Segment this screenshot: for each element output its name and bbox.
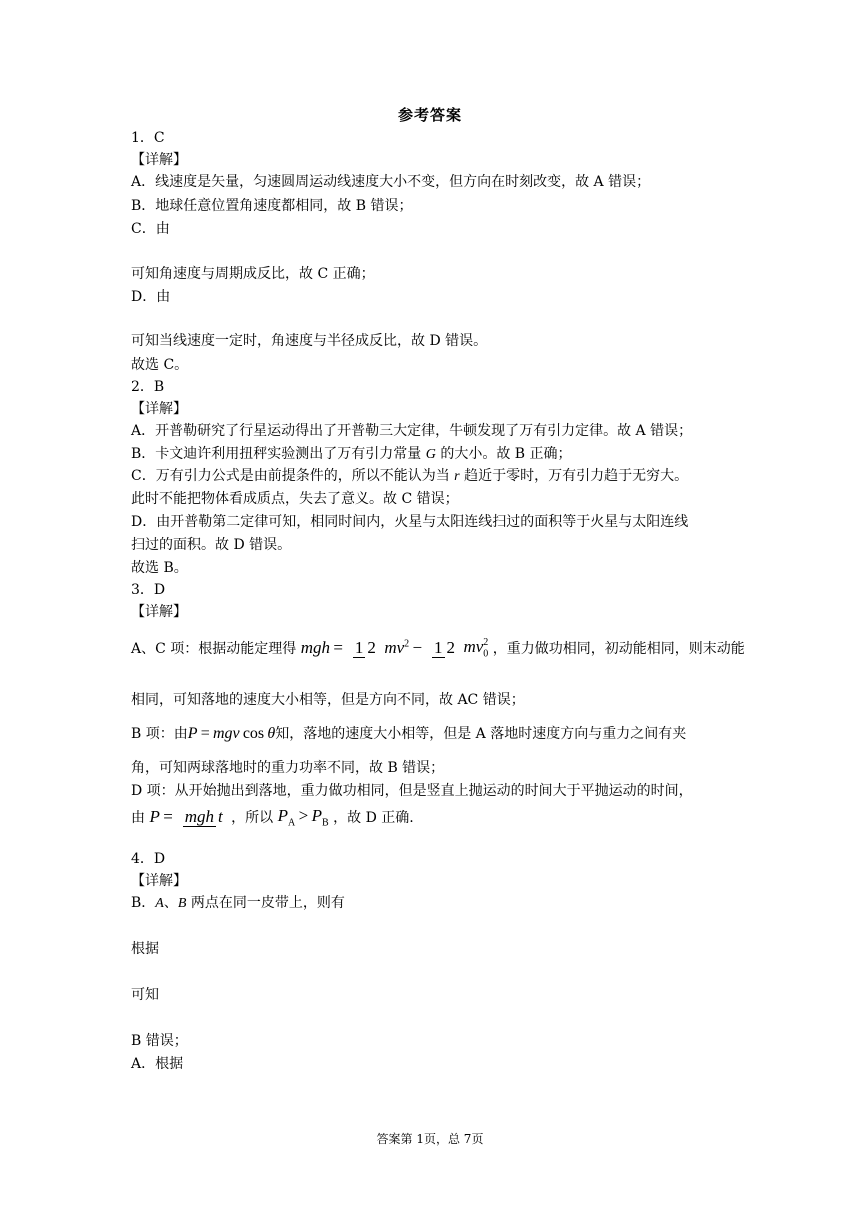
q3-option-ac-line1: A、C 项：根据动能定理得 mgh = 1 2 $mv^2 - 1$ 2 $mv_0^2$ ，重力做功相同，初动能相同，则末动能: [131, 637, 745, 660]
fraction-half-2: 1 2: [434, 638, 456, 658]
q3-b-suffix: 知，落地的速度大小相等，但是 A 落地时速度方向与重力之间有夹: [275, 726, 687, 742]
q4-according-to: 根据: [131, 941, 159, 957]
q2-b-text-1: B．卡文迪许利用扭秤实验测出了万有引力常量: [131, 446, 426, 462]
q3-detail-heading: 【详解】: [131, 604, 187, 620]
power-comparison: $P_A > P_B$: [277, 806, 329, 829]
q4-point-a: A: [155, 896, 164, 911]
q1-number: 1．C: [131, 130, 165, 146]
q3-option-ac-line2: 相同，可知落地的速度大小相等，但是方向不同，故 AC 错误；: [131, 692, 525, 708]
q2-option-c: [131, 466, 688, 487]
q1-option-b: B．地球任意位置角速度都相同，故 B 错误；: [131, 198, 413, 214]
q2-answer: 故选 B。: [131, 560, 188, 576]
q2-option-d-line2: 扫过的面积。故 D 错误。: [131, 537, 292, 553]
q1-option-c-start: C．由: [131, 221, 170, 237]
q2-number: 2．B: [131, 379, 165, 395]
q3-option-b-line2: 角，可知两球落地时的重力功率不同，故 B 错误；: [131, 760, 445, 776]
q2-option-d-line1: D．由开普勒第二定律可知，相同时间内，火星与太阳连线扫过的面积等于火星与太阳连线: [131, 514, 689, 530]
kinetic-energy-theorem-formula: mgh =: [300, 638, 347, 658]
q4-point-b: B: [177, 896, 187, 911]
q3-ac-prefix: A、C 项：根据动能定理得: [131, 641, 297, 658]
q4-option-a-start: A．根据: [131, 1056, 184, 1072]
q3-d-middle: ，所以: [231, 810, 274, 827]
q4-option-b-line1: [131, 893, 345, 914]
q2-option-a: A．开普勒研究了行星运动得出了开普勒三大定律，牛顿发现了万有引力定律。故 A 错误；: [131, 423, 693, 439]
q3-option-d-line1: D 项：从开始抛出到落地，重力做功相同，但是竖直上抛运动的时间大于平抛运动的时间，: [131, 783, 693, 799]
q1-option-d-end: 可知当线速度一定时，角速度与半径成反比，故 D 错误。: [131, 333, 488, 349]
q4-b-prefix: B．: [131, 895, 156, 911]
q2-c-text-2: 趋近于零时，万有引力趋于无穷大。: [459, 468, 689, 484]
page-title: 参考答案: [397, 106, 462, 124]
q2-option-c-line2: 此时不能把物体看成质点，失去了意义。故 C 错误；: [131, 491, 459, 507]
q1-option-c-end: 可知角速度与周期成反比，故 C 正确；: [131, 266, 375, 282]
power-formula: P = mgv cos θ: [187, 725, 276, 742]
q4-b-wrong: B 错误；: [131, 1033, 188, 1049]
q4-it-follows: 可知: [131, 987, 159, 1003]
q1-option-d-start: D．由: [131, 289, 171, 305]
q2-b-var: G: [425, 447, 436, 462]
q1-answer: 故选 C。: [131, 357, 189, 373]
q4-detail-heading: 【详解】: [131, 873, 187, 889]
q3-d-prefix: 由: [131, 810, 145, 827]
q3-option-b-line1: [131, 724, 686, 744]
q3-option-d-line2: 由 P = mgh t ，所以 $P_A > P_B$ ，故 D 正确.: [131, 806, 414, 829]
q4-separator: 、: [163, 895, 178, 911]
fraction-half-1: 1 2: [354, 638, 376, 658]
q4-b-suffix: 两点在同一皮带上，则有: [186, 895, 345, 911]
q2-detail-heading: 【详解】: [131, 401, 187, 417]
q3-d-suffix: ，故 D 正确.: [333, 810, 414, 827]
q3-ac-suffix: ，重力做功相同，初动能相同，则末动能: [492, 641, 745, 658]
q4-number: 4．D: [131, 851, 166, 867]
q1-option-a: A．线速度是矢量，匀速圆周运动线速度大小不变，但方向在时刻改变，故 A 错误；: [131, 174, 651, 190]
fraction-mgh-over-t: mgh t: [184, 807, 223, 827]
q1-detail-heading: 【详解】: [131, 152, 187, 168]
q3-number: 3．D: [131, 582, 166, 598]
q2-option-b: [131, 444, 572, 465]
q2-c-var: r: [454, 469, 460, 484]
q2-c-text-1: C．万有引力公式是由前提条件的，所以不能认为当: [131, 468, 455, 484]
page-footer: 答案第 1页，总 7页: [376, 1132, 484, 1146]
q2-b-text-2: 的大小。故 B 正确；: [435, 446, 572, 462]
q3-b-prefix: B 项：由: [131, 726, 188, 742]
